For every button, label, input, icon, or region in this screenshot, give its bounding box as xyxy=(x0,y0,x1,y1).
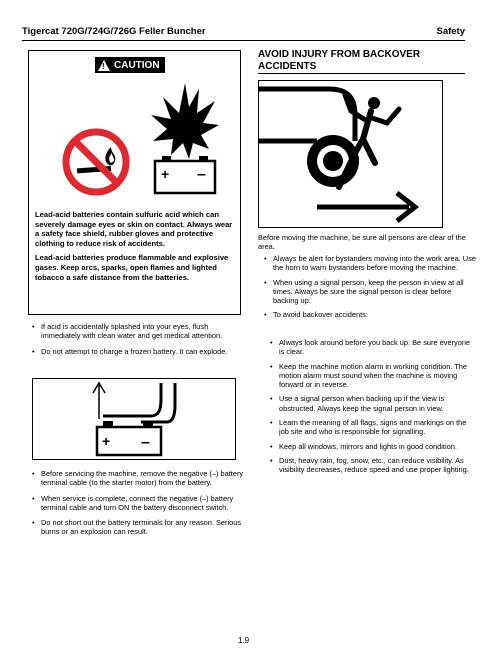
battery-cable-icon xyxy=(33,379,234,458)
page-header-section: Safety xyxy=(436,26,465,37)
svg-text:+: + xyxy=(102,433,111,449)
svg-text:–: – xyxy=(141,434,150,451)
no-open-flame-icon xyxy=(61,127,131,197)
list-item: • Do not attempt to charge a frozen battery. It can explode. xyxy=(32,347,242,356)
header-rule xyxy=(22,40,465,41)
backover-hazard-icon xyxy=(259,81,441,226)
caution-paragraph: Lead-acid batteries contain sulfuric acid which can severely damage eyes or skin on contact. Always wear a safety face shield, rubber gloves and protective clothing to reduce risk of accidents. xyxy=(35,210,233,248)
list-item: • When service is complete, connect the negative (–) battery terminal cable and turn ON the battery disconnect switch. xyxy=(32,494,244,513)
caution-label xyxy=(95,57,165,73)
svg-text:–: – xyxy=(197,166,206,183)
list-item: • Always look around before you back up. Be sure everyone is clear. xyxy=(270,338,476,357)
section-title: AVOID INJURY FROM BACKOVER ACCIDENTS xyxy=(258,49,421,72)
list-item: • Always be alert for bystanders moving into the work area. Use the horn to warn bystanders before moving the machine. xyxy=(264,254,476,273)
battery-disconnect-figure xyxy=(32,378,236,460)
list-item: • When using a signal person, keep the person in view at all times. Always be sure the signal person is clear before backing up. xyxy=(264,278,476,306)
warning-triangle-icon: ! xyxy=(98,60,110,71)
battery-explosion-icon xyxy=(149,79,221,197)
list-item: • Keep the machine motion alarm in working condition. The motion alarm must sound when the machine is moving forward or in reverse. xyxy=(270,362,476,390)
list-item: • Before servicing the machine, remove the negative (–) battery terminal cable (to the starter motor) from the battery. xyxy=(32,469,244,488)
right-bullet-list xyxy=(264,254,476,325)
page-header-title: Tigercat 720G/724G/726G Feller Buncher xyxy=(22,26,206,37)
list-item: • If acid is accidentally splashed into your eyes, flush immediately with clean water and get medical attention. xyxy=(32,322,242,341)
caution-paragraph: Lead-acid batteries produce flammable and explosive gases. Keep arcs, sparks, open flames and lighted tobacco a safe distance from the batteries. xyxy=(35,253,229,282)
backover-sub-list xyxy=(270,338,476,480)
left-bullet-list-2 xyxy=(32,469,244,543)
list-item: • Learn the meaning of all flags, signs and markings on the job site and who is responsible for signalling. xyxy=(270,418,476,437)
caution-box xyxy=(28,50,241,315)
caution-text xyxy=(35,210,235,287)
left-bullet-list-1 xyxy=(32,322,242,362)
list-item: • Keep all windows, mirrors and lights in good condition. xyxy=(270,442,476,451)
intro-paragraph: Before moving the machine, be sure all persons are clear of the area. xyxy=(258,233,466,252)
svg-text:+: + xyxy=(161,166,170,182)
list-item: • Dust, heavy rain, fog, snow, etc., can reduce visibility. As visibility decreases, reduce speed and use proper lighting. xyxy=(270,456,476,475)
page-number: 1.9 xyxy=(237,636,250,645)
caution-label-text: CAUTION xyxy=(114,59,160,71)
list-item: • Use a signal person when backing up if the view is obstructed. Always keep the signal person in view. xyxy=(270,394,476,413)
section-rule xyxy=(258,73,465,74)
backover-figure xyxy=(258,80,443,228)
list-item: • To avoid backover accidents: xyxy=(264,310,476,319)
list-item: • Do not short out the battery terminals for any reason. Serious burns or an explosion can result. xyxy=(32,518,244,537)
